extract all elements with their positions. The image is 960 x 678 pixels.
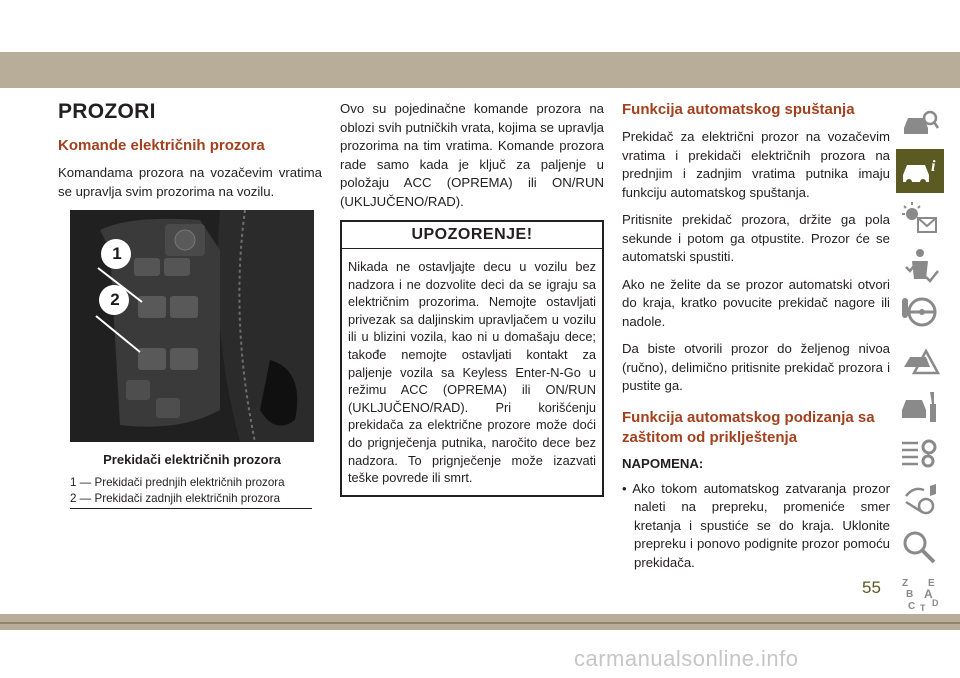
- note-bullet-item: • Ako tokom automatskog zatvaranja prozor naleti na prepreku, promeniće smer kretanja i spustiće se do kraja. Uklonite prepreku i ponovo podignite prozor pomoću prekidača.: [622, 480, 890, 570]
- section-heading: PROZORI: [58, 100, 156, 123]
- tab-steering[interactable]: [896, 290, 944, 334]
- column-right: [622, 100, 890, 572]
- auto-down-paragraph-4: Da biste otvorili prozor do željenog nivoa (ručno), delimično pritisnite prekidač prozora i pustite ga.: [622, 341, 890, 393]
- svg-text:C: C: [908, 601, 916, 612]
- dashboard-lights-icon: [900, 200, 940, 236]
- page-number: 55: [862, 578, 881, 597]
- tab-search[interactable]: [896, 525, 944, 569]
- tab-warning[interactable]: [896, 337, 944, 381]
- subheading-auto-up: Funkcija automatskog podizanja sa zaštitom od priklještenja: [622, 408, 875, 446]
- auto-down-paragraph-1: Prekidač za električni prozor na vozačevim vratima i prekidači električnih prozora na prednjim i zadnjim vratima putnika imaju funkciju automatskog spuštanja.: [622, 129, 890, 200]
- figure-legend: [70, 475, 312, 509]
- legend-item-2: 2 — Prekidači zadnjih električnih prozora: [70, 492, 281, 505]
- car-service-icon: [900, 388, 940, 424]
- car-search-icon: [900, 106, 940, 142]
- footer-rule: [0, 622, 960, 624]
- settings-list-icon: [900, 435, 940, 471]
- tab-car-search[interactable]: [896, 102, 944, 146]
- intro-paragraph: Komandama prozora na vozačevim vratima se upravlja svim prozorima na vozilu.: [58, 165, 322, 199]
- index-letters-icon: [900, 576, 940, 612]
- svg-text:T: T: [920, 603, 926, 612]
- warning-body: Nikada ne ostavljajte decu u vozilu bez nadzora i ne dozvolite deci da se igraju sa električnim prozorima. Nemojte ostavljati privezak sa daljinskim upravljačem u vozilu ili u blizini vozila, kao ni u domašaju dece; takođe nemojte ostavljati kontakt za paljenje vozila sa Keyless Enter-N-Go u režimu ACC (OPREMA) ili ON/RUN (UKLJUČENO/RAD). Pri korišćenju prekidača za električne prozore može doći do prignječenja putnika, naročito dece bez nadzora. To prignječenje može izazvati teške povrede ili smrt.: [348, 259, 596, 486]
- switch-panel-illustration: [70, 210, 314, 442]
- tab-settings[interactable]: [896, 431, 944, 475]
- svg-text:E: E: [928, 578, 935, 589]
- tab-index[interactable]: [896, 572, 944, 616]
- warning-title: UPOZORENJE!: [342, 222, 602, 249]
- auto-down-paragraph-3: Ako ne želite da se prozor automatski otvori do kraja, kratko povucite prekidač nagore ili nadole.: [622, 276, 890, 329]
- watermark-text: carmanualsonline.info: [574, 646, 799, 671]
- svg-text:i: i: [931, 158, 936, 175]
- window-switches-photo: [70, 210, 314, 442]
- svg-text:A: A: [924, 587, 933, 601]
- search-icon: [900, 529, 940, 565]
- note-label: NAPOMENA:: [622, 455, 704, 471]
- passenger-controls-paragraph: Ovo su pojedinačne komande prozora na oblozi svih putničkih vrata, kojima se upravlja prozorima na tim vratima. Komande prozora rade samo kada je ključ za paljenje u položaju ACC (OPREMA) ili ON/RUN (UKLJUČENO/RAD).: [340, 101, 604, 209]
- car-info-icon: [900, 153, 940, 189]
- multimedia-icon: [900, 482, 940, 518]
- legend-item-1: 1 — Prekidači prednjih električnih prozora: [70, 476, 285, 489]
- svg-text:D: D: [932, 598, 939, 608]
- top-header-band: [0, 52, 960, 88]
- chapter-tab-sidebar: [896, 102, 944, 619]
- tab-car-info[interactable]: [896, 149, 944, 193]
- tab-dashboard-lights[interactable]: [896, 196, 944, 240]
- tab-car-service[interactable]: [896, 384, 944, 428]
- steering-wheel-icon: [900, 294, 940, 330]
- auto-down-paragraph-2: Pritisnite prekidač prozora, držite ga pola sekunde i potom ga otpustite. Prozor će se automatski spustiti.: [622, 212, 890, 264]
- warning-triangle-icon: [900, 341, 940, 377]
- safety-checklist-icon: [900, 247, 940, 283]
- column-middle: [340, 100, 604, 497]
- svg-text:Z: Z: [902, 578, 909, 589]
- callout-2: 2: [110, 290, 120, 309]
- subheading-window-controls: Komande električnih prozora: [58, 137, 265, 154]
- tab-multimedia[interactable]: [896, 478, 944, 522]
- subheading-auto-down: Funkcija automatskog spuštanja: [622, 101, 855, 118]
- column-left: [58, 100, 322, 509]
- warning-box: [340, 220, 604, 497]
- svg-text:B: B: [906, 589, 914, 600]
- figure-caption: Prekidači električnih prozora: [103, 452, 281, 467]
- callout-1: 1: [112, 244, 122, 263]
- tab-safety[interactable]: [896, 243, 944, 287]
